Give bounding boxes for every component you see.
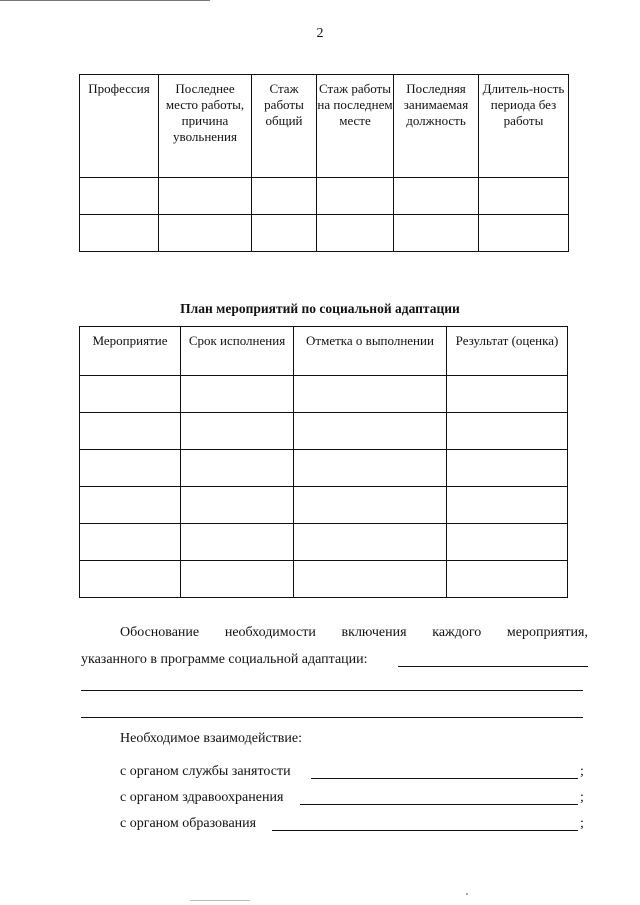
education-input-line[interactable]: [272, 830, 578, 831]
justification-word: включения: [341, 625, 407, 640]
scan-speck: [466, 893, 468, 895]
justification-word: Обоснование: [120, 625, 200, 640]
table-cell[interactable]: [447, 561, 568, 598]
column-header-total-experience: Стаж работы общий: [252, 75, 317, 178]
table-row: [80, 487, 568, 524]
interaction-heading: Необходимое взаимодействие:: [120, 731, 303, 746]
adaptation-plan-title: План мероприятий по социальной адаптации: [180, 301, 460, 316]
column-header-last-job: Последнее место работы, причина увольнения: [159, 75, 252, 178]
column-header-deadline: Срок исполнения: [181, 327, 294, 376]
justification-answer-line[interactable]: [81, 690, 583, 691]
adaptation-plan-table: [79, 326, 568, 598]
table-cell[interactable]: [80, 561, 181, 598]
table-row: [80, 376, 568, 413]
healthcare-input-line[interactable]: [300, 804, 578, 805]
employment-service-input-line[interactable]: [311, 778, 578, 779]
table-row: [80, 413, 568, 450]
healthcare-label: с органом здравоохранения: [120, 790, 284, 805]
table-cell[interactable]: [447, 524, 568, 561]
table-cell[interactable]: [159, 178, 252, 215]
page-number: 2: [316, 26, 324, 41]
table-row: [80, 450, 568, 487]
table-cell[interactable]: [447, 376, 568, 413]
table-cell[interactable]: [80, 524, 181, 561]
justification-answer-line[interactable]: [398, 666, 588, 667]
justification-word: необходимости: [224, 625, 316, 640]
justification-second-line: указанного в программе социальной адаптации:: [81, 652, 368, 667]
table-cell[interactable]: [294, 487, 447, 524]
table-cell[interactable]: [447, 487, 568, 524]
column-header-completion-mark: Отметка о выполнении: [294, 327, 447, 376]
table-cell[interactable]: [394, 178, 479, 215]
table-cell[interactable]: [317, 178, 394, 215]
table-row: [80, 178, 569, 215]
table-cell[interactable]: [294, 450, 447, 487]
column-header-result: Результат (оценка): [447, 327, 568, 376]
employment-history-table: [79, 74, 569, 252]
table-cell[interactable]: [447, 413, 568, 450]
justification-answer-line[interactable]: [81, 717, 583, 718]
scan-speck: [190, 900, 250, 901]
line-end-semicolon: ;: [580, 790, 584, 805]
justification-word: мероприятия,: [506, 625, 588, 640]
table-cell[interactable]: [252, 178, 317, 215]
table-cell[interactable]: [159, 215, 252, 252]
scan-edge-mark: [0, 0, 210, 1]
employment-service-label: с органом службы занятости: [120, 764, 291, 779]
table-cell[interactable]: [479, 178, 569, 215]
table-cell[interactable]: [80, 215, 159, 252]
table-cell[interactable]: [252, 215, 317, 252]
table-cell[interactable]: [294, 524, 447, 561]
table-cell[interactable]: [181, 487, 294, 524]
table-cell[interactable]: [80, 450, 181, 487]
table-cell[interactable]: [294, 376, 447, 413]
column-header-last-job-experience: Стаж работы на последнем месте: [317, 75, 394, 178]
table-cell[interactable]: [447, 450, 568, 487]
column-header-profession: Профессия: [80, 75, 159, 178]
line-end-semicolon: ;: [580, 764, 584, 779]
table-cell[interactable]: [294, 561, 447, 598]
table-row: [80, 524, 568, 561]
table-cell[interactable]: [181, 561, 294, 598]
table-header-row: [80, 327, 568, 376]
table-cell[interactable]: [479, 215, 569, 252]
table-cell[interactable]: [394, 215, 479, 252]
justification-first-line: [120, 624, 588, 642]
table-row: [80, 215, 569, 252]
table-header-row: [80, 75, 569, 178]
column-header-last-position: Последняя занимаемая должность: [394, 75, 479, 178]
table-cell[interactable]: [80, 178, 159, 215]
table-cell[interactable]: [181, 376, 294, 413]
table-row: [80, 561, 568, 598]
line-end-semicolon: ;: [580, 816, 584, 831]
table-cell[interactable]: [181, 413, 294, 450]
column-header-activity: Мероприятие: [80, 327, 181, 376]
table-cell[interactable]: [181, 450, 294, 487]
table-cell[interactable]: [80, 487, 181, 524]
table-cell[interactable]: [80, 376, 181, 413]
justification-word: каждого: [432, 625, 482, 640]
table-cell[interactable]: [80, 413, 181, 450]
column-header-unemployment-duration: Длитель-ность периода без работы: [479, 75, 569, 178]
education-label: с органом образования: [120, 816, 257, 831]
table-cell[interactable]: [181, 524, 294, 561]
table-cell[interactable]: [317, 215, 394, 252]
table-cell[interactable]: [294, 413, 447, 450]
